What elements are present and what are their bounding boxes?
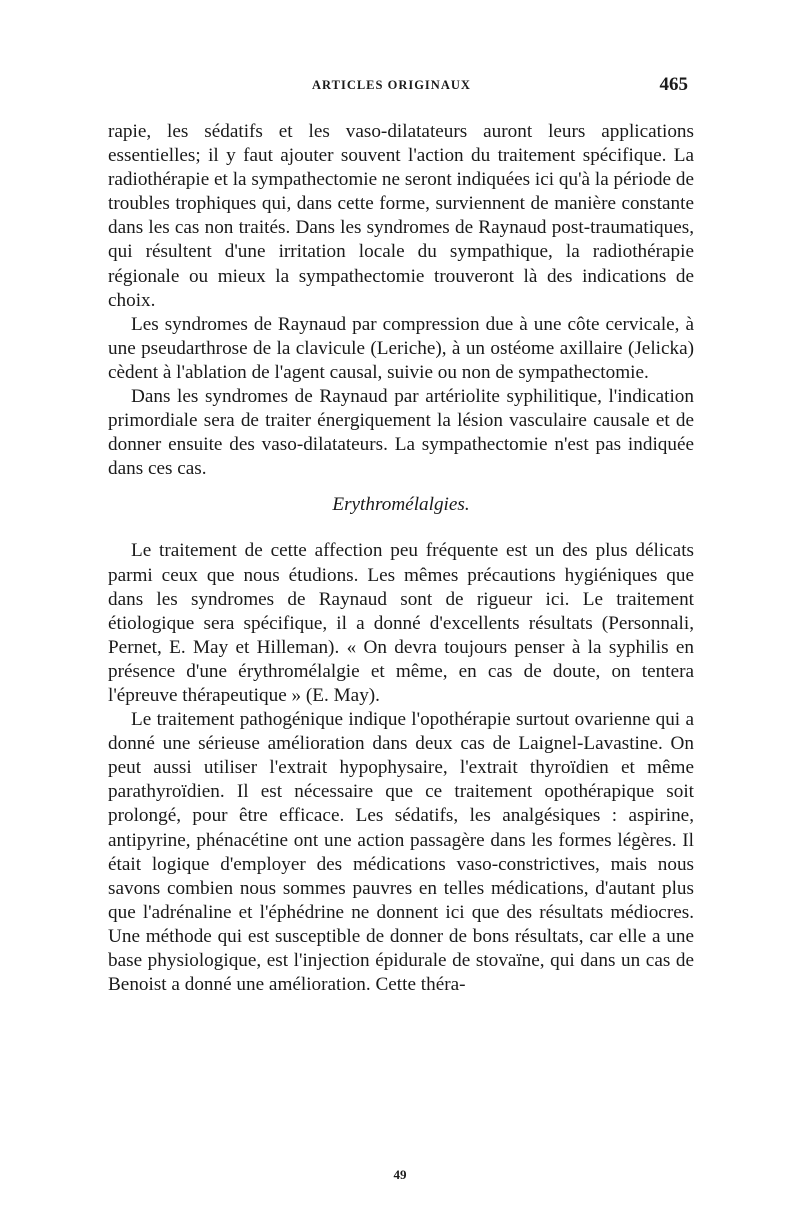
paragraph: rapie, les sédatifs et les vaso-dilatateurs auront leurs applications essentielles; il y faut ajouter souvent l'action du traitement spécifique. La radiothérapie et la sympathectomie ne seront indiquées ici qu'à la période de troubles trophiques qui, dans cette forme, surviennent de manière constante dans les cas non traités. Dans les syndromes de Raynaud post-traumatiques, qui résultent d'une irritation locale du sympathique, la radiothérapie régionale ou mieux la sympathectomie trouveront là des indications de choix. <box>108 121 694 311</box>
paragraph: Le traitement pathogénique indique l'opothérapie surtout ovarienne qui a donné une sérieuse amélioration dans deux cas de Laignel-Lavastine. On peut aussi utiliser l'extrait hypophysaire, l'extrait thyroïdien et même parathyroïdien. Il est nécessaire que ce traitement opothérapique soit prolongé, pour être efficace. Les sédatifs, les analgésiques : aspirine, antipyrine, phénacétine ont une action passagère dans les formes légères. Il était logique d'employer des médications vaso-constrictives, mais nous savons combien nous sommes pauvres en telles médications, d'autant plus que l'adrénaline et l'éphédrine ne donnent ici que des résultats médiocres. Une méthode qui est susceptible de donner de bons résultats, car elle a une base physiologique, est l'injection épidurale de stovaïne, qui dans un cas de Benoist a donné une amélioration. Cette théra- <box>108 709 694 996</box>
running-head: ARTICLES ORIGINAUX <box>312 78 471 92</box>
page-number: 465 <box>659 74 688 95</box>
paragraph: Le traitement de cette affection peu fréquente est un des plus délicats parmi ceux que nous étudions. Les mêmes précautions hygiéniques que dans les syndromes de Raynaud sont de rigueur ici. Le traitement étiologique sera spécifique, il a donné d'excellents résultats (Personnali, Pernet, E. May et Hilleman). « On devra toujours penser à la syphilis en présence d'une érythromélalgie et même, en cas de doute, on tentera l'épreuve thérapeutique » (E. May). <box>108 540 694 706</box>
paragraph: Dans les syndromes de Raynaud par artériolite syphilitique, l'indication primordiale sera de traiter énergiquement la lésion vasculaire causale et de donner ensuite des vaso-dilatateurs. La sympathectomie n'est pas indiquée dans ces cas. <box>108 386 694 480</box>
section-title: Erythromélalgies. <box>332 494 470 516</box>
signature-mark: 49 <box>393 1167 407 1182</box>
paragraph: Les syndromes de Raynaud par compression due à une côte cervicale, à une pseudarthrose de la clavicule (Leriche), à un ostéome axillaire (Jelicka) cèdent à l'ablation de l'agent causal, suivie ou non de sympathectomie. <box>108 313 694 383</box>
body-text <box>108 120 694 997</box>
